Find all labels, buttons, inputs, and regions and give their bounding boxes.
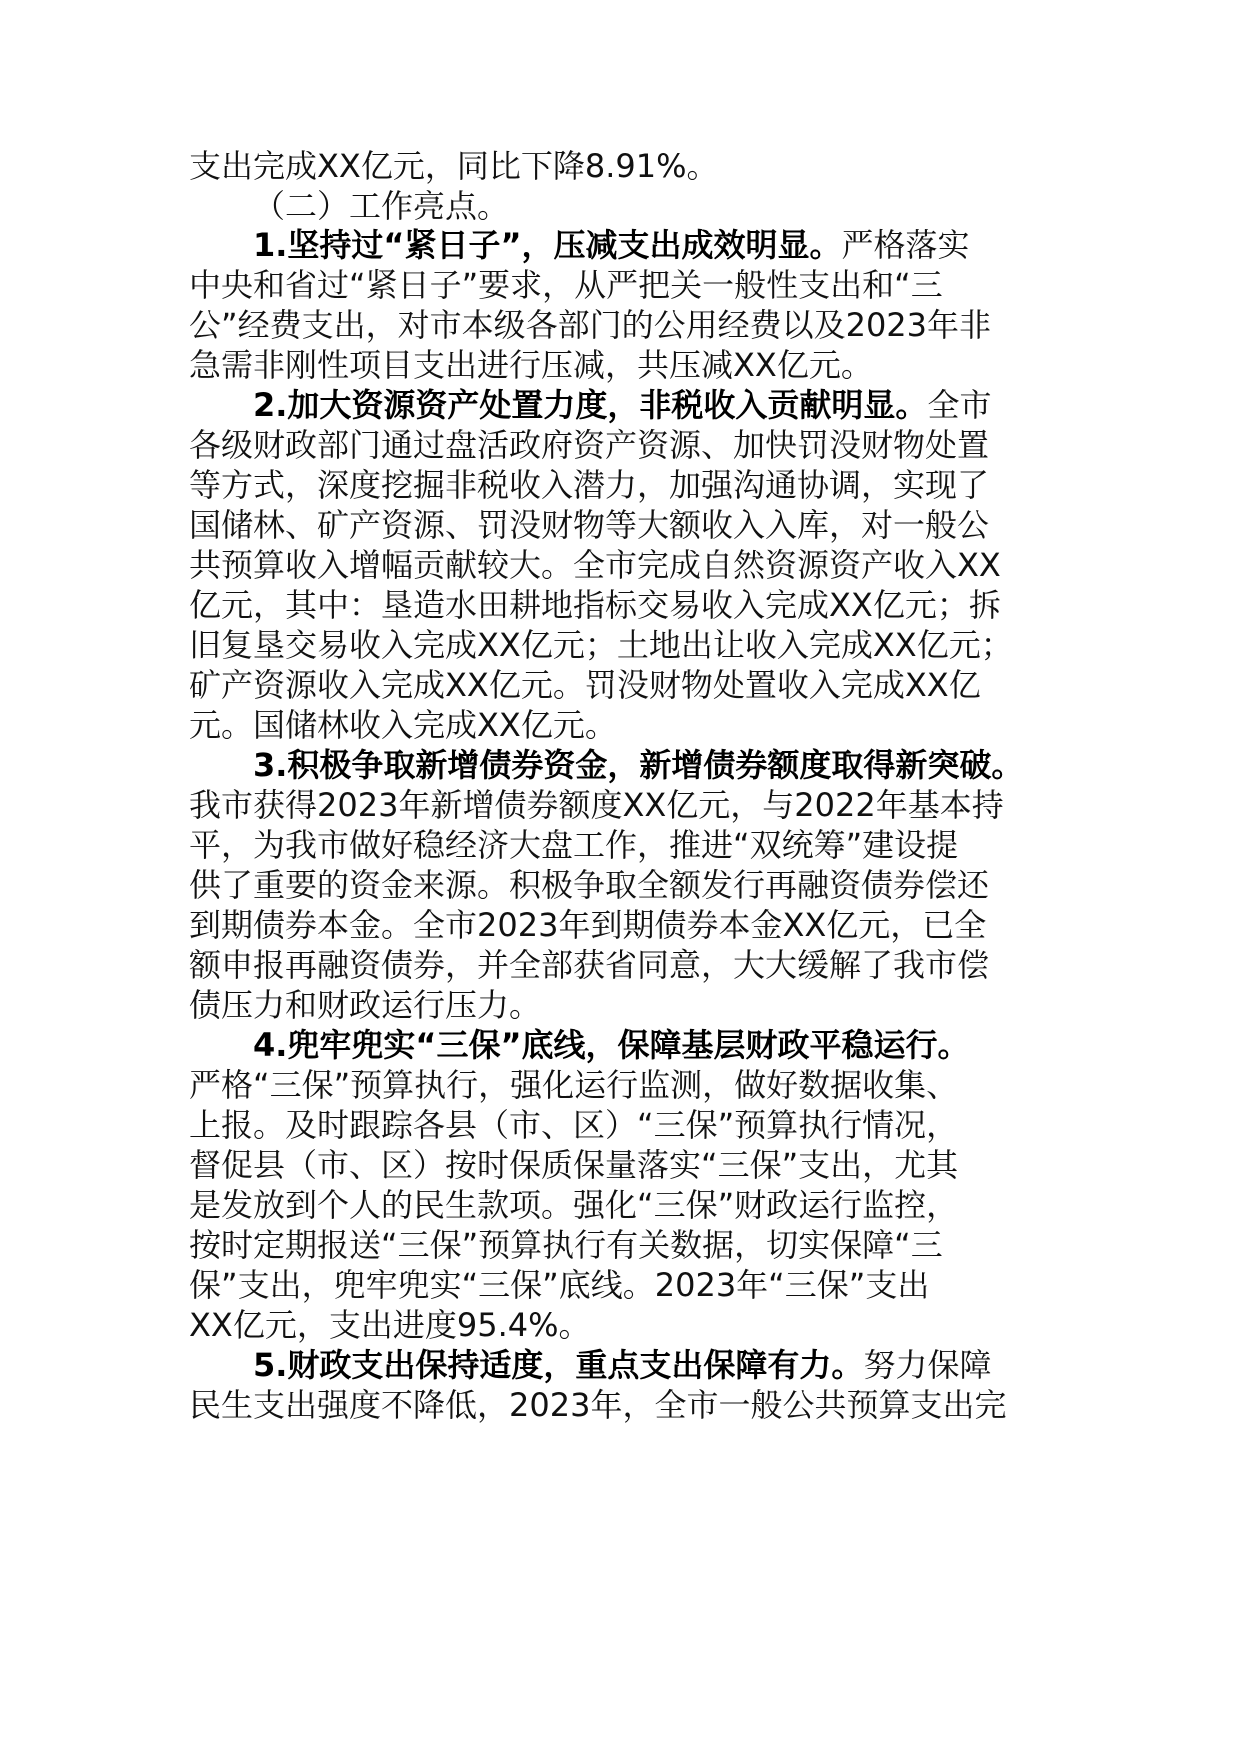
item-4-heading: 4.兜牢兜实“三保”底线，保障基层财政平稳运行。 bbox=[253, 1026, 970, 1064]
text-line: 急需非刚性项目支出进行压减，共压减XX亿元。 bbox=[189, 346, 873, 384]
text-line: 保”支出，兜牢兜实“三保”底线。2023年“三保”支出 bbox=[189, 1266, 930, 1304]
text-line: 各级财政部门通过盘活政府资产资源、加快罚没财物处置 bbox=[189, 426, 990, 464]
item-5-lead-text: 努力保障 bbox=[863, 1346, 992, 1384]
text-line: 支出完成XX亿元，同比下降8.91%。 bbox=[189, 147, 719, 185]
text-line: 严格“三保”预算执行，强化运行监测，做好数据收集、 bbox=[189, 1066, 959, 1104]
text-line: 矿产资源收入完成XX亿元。罚没财物处置收入完成XX亿 bbox=[189, 666, 981, 704]
item-1-lead-text: 严格落实 bbox=[841, 226, 970, 264]
text-line: 上报。及时跟踪各县（市、区）“三保”预算执行情况， bbox=[189, 1106, 959, 1144]
item-1-heading: 1.坚持过“紧日子”，压减支出成效明显。 bbox=[253, 226, 842, 264]
text-line: 民生支出强度不降低，2023年，全市一般公共预算支出完 bbox=[189, 1386, 1007, 1424]
item-2-lead-text: 全市 bbox=[927, 386, 992, 424]
item-3-heading: 3.积极争取新增债券资金，新增债券额度取得新突破。 bbox=[253, 746, 1024, 784]
text-line: 中央和省过“紧日子”要求，从严把关一般性支出和“三 bbox=[189, 266, 943, 304]
text-line: 我市获得2023年新增债券额度XX亿元，与2022年基本持 bbox=[189, 786, 1004, 824]
text-line: 公”经费支出，对市本级各部门的公用经费以及2023年非 bbox=[189, 306, 992, 344]
text-line: XX亿元，支出进度95.4%。 bbox=[189, 1306, 591, 1344]
text-line: 等方式，深度挖掘非税收入潜力，加强沟通协调，实现了 bbox=[189, 466, 990, 504]
text-line: 旧复垦交易收入完成XX亿元；土地出让收入完成XX亿元； bbox=[189, 626, 1013, 664]
text-line: 是发放到个人的民生款项。强化“三保”财政运行监控， bbox=[189, 1186, 959, 1224]
text-line: 督促县（市、区）按时保质保量落实“三保”支出，尤其 bbox=[189, 1146, 959, 1184]
text-line: 按时定期报送“三保”预算执行有关数据，切实保障“三 bbox=[189, 1226, 943, 1264]
text-line: 债压力和财政运行压力。 bbox=[189, 986, 542, 1024]
text-line: 平，为我市做好稳经济大盘工作，推进“双统筹”建设提 bbox=[189, 826, 959, 864]
text-line: 共预算收入增幅贡献较大。全市完成自然资源资产收入XX bbox=[189, 546, 1001, 584]
text-line: 到期债券本金。全市2023年到期债券本金XX亿元，已全 bbox=[189, 906, 987, 944]
text-line: 国储林、矿产资源、罚没财物等大额收入入库，对一般公 bbox=[189, 506, 990, 544]
text-line: 亿元，其中：垦造水田耕地指标交易收入完成XX亿元；拆 bbox=[189, 586, 1001, 624]
item-2-heading: 2.加大资源资产处置力度，非税收入贡献明显。 bbox=[253, 386, 928, 424]
text-line: 额申报再融资债券，并全部获省同意，大大缓解了我市偿 bbox=[189, 946, 990, 984]
section-heading: （二）工作亮点。 bbox=[253, 187, 510, 225]
item-5-heading: 5.财政支出保持适度，重点支出保障有力。 bbox=[253, 1346, 864, 1384]
text-line: 供了重要的资金来源。积极争取全额发行再融资债券偿还 bbox=[189, 866, 990, 904]
text-line: 元。国储林收入完成XX亿元。 bbox=[189, 706, 617, 744]
